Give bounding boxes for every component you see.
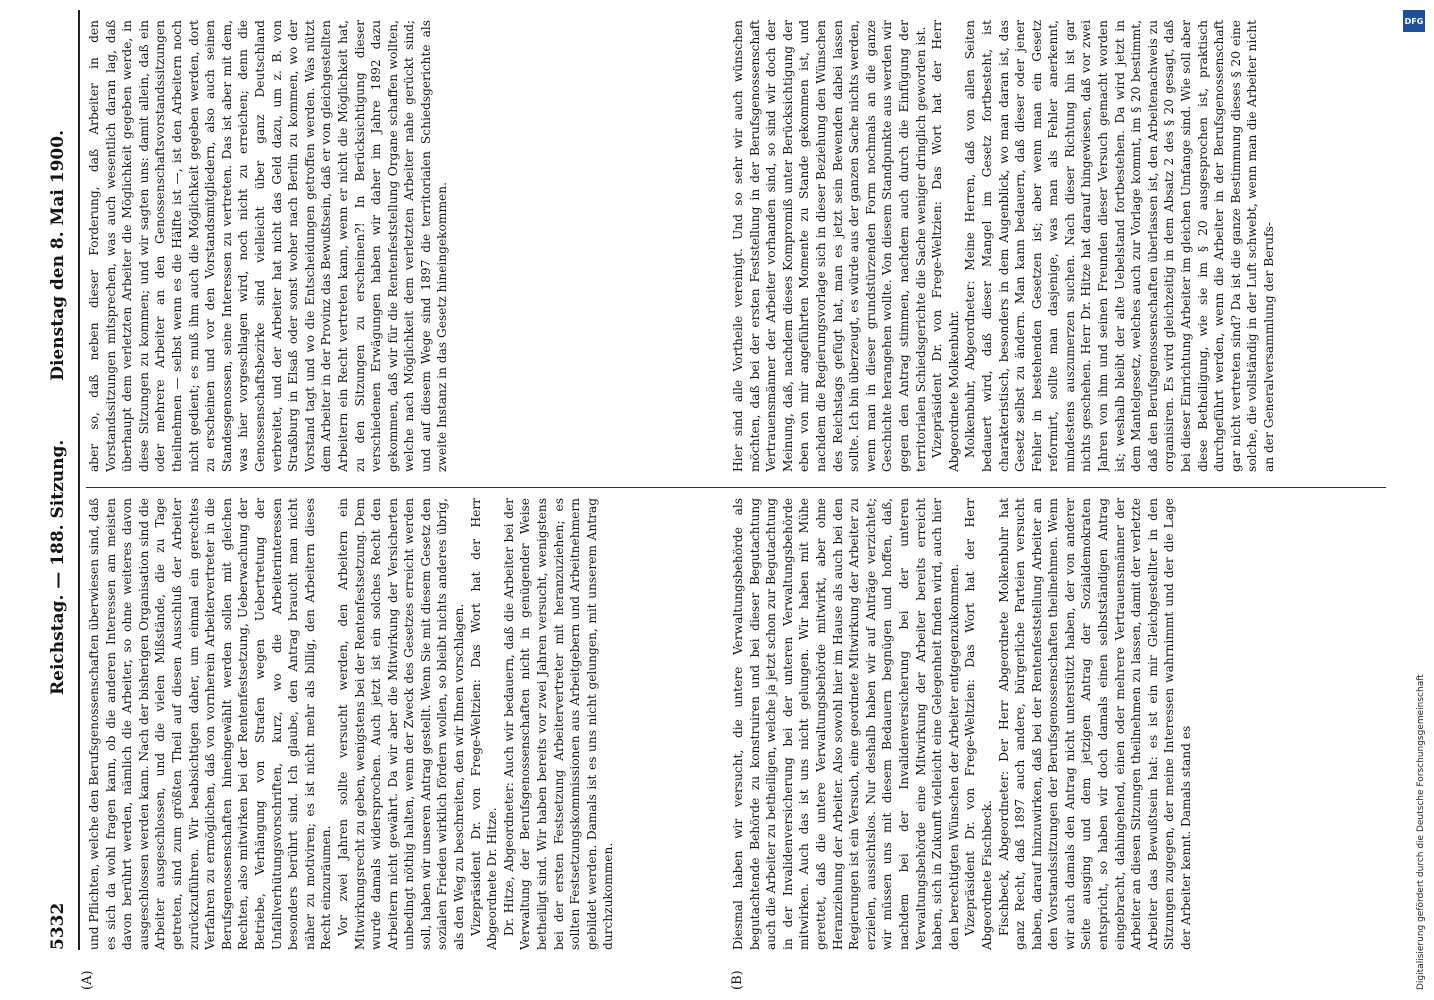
right-column-bottom — [730, 20, 1354, 472]
paragraph: Vizepräsident Dr. von Frege-Weltzien: Das Wort hat der Herr Abgeordnete Dr. Hitze. — [468, 498, 500, 950]
paragraph: Hier sind alle Vortheile vereinigt. Und so sehr wir auch wünschen möchten, daß bei der ersten Feststellung in der Berufsgenossenschaft Vertrauensmänner der Arbeiter vorhanden sind, so sind wir doch der Meinung, daß, nachdem dieses Kompromiß unter Berücksichtigung der eben von mir angeführten Momente zu Stande gekommen ist, und nachdem die Regierungsvorlage sich in dieser Beziehung den Wünschen des Reichstags gefügt hat, man es jetzt sein Bewenden dabei lassen sollte. Ich bin überzeugt, es würde aus der ganzen Sache nichts werden, wenn man in dieser grundstürzenden Form nochmals an die ganze Geschichte herangehen wollte. Von diesem Standpunkte aus werden wir gegen den Antrag stimmen, nachdem auch durch die Einfügung der territorialen Schiedsgerichte die Sache weniger dringlich geworden ist. — [731, 20, 928, 472]
dfg-logo: DFG — [1403, 10, 1425, 32]
header-rule — [78, 10, 80, 950]
paragraph: aber so, daß neben dieser Forderung, daß Arbeiter in den Vorstandssitzungen mitsprechen, was auch wesentlich daran lag, daß überhaupt dem verletzten Arbeiter die Möglichkeit gegeben werde, in diese Sitzungen zu kommen; und wir sagten uns: damit allein, daß ein oder mehrere Arbeiter an den Genossenschaftsvorstandssitzungen theilnehmen — selbst wenn es die Hälfte ist —, ist den Arbeitern noch nicht gedient; es muß ihm auch die Möglichkeit gegeben werden, dort zu erscheinen und vor den Vorstandsmitgliedern, also auch seinen Standesgenossen, seine Interessen zu vertreten. Das ist aber mit dem, was hier vorgeschlagen wird, noch nicht zu erreichen; denn die Genossenschaftsbezirke sind vielleicht über ganz Deutschland verbreitet, und der Arbeiter hat nicht das Geld dazu, um z. B. von Straßburg in Elsaß oder sonst woher nach Berlin zu kommen, wo der Vorstand tagt und wo die Entscheidungen getroffen werden. Was nützt dem Arbeiter in der Provinz das Bewußtsein, daß er von gleichgestellten Arbeitern ein Recht vertreten kann, wenn er nicht die Möglichkeit hat, zu den Sitzungen zu erscheinen?! In Berücksichtigung dieser verschiedenen Erwägungen haben wir daher im Jahre 1892 dazu gekommen, daß wir für die Rentenfeststellung Organe schaffen wollten, welche nach Möglichkeit dem verletzten Arbeiter nahe gerückt sind; und auf diesem Wege sind 1897 die territorialen Schiedsgerichte als zweite Instanz in das Gesetz hineingekommen. — [87, 20, 450, 472]
session-title: Reichstag. — 188. Sitzung. — [48, 439, 68, 695]
digitization-watermark — [1398, 10, 1428, 990]
left-column-top — [86, 498, 710, 950]
page-header — [42, 10, 74, 950]
paragraph: Fischbeck, Abgeordneter: Der Herr Abgeordnete Molkenbuhr hat ganz Recht, daß 1897 auch andere, bürgerliche Parteien versucht haben, darauf hinzuwirken, daß bei der Rentenfeststellung Arbeiter an den Vorstandssitzungen der Berufsgenossenschaften theilnehmen. Wenn wir auch damals den Antrag nicht unterstützt haben, der von anderer Seite ausging und dem jetzigen Antrag der Sozialdemokraten entspricht, so haben wir doch damals einen selbstständigen Antrag eingebracht, dahingehend, einen oder mehrere Vertrauensmänner der Arbeiter an diesen Sitzungen theilnehmen zu lassen, damit der verletzte Arbeiter das Bewußtsein hat: es ist ein mir Gleichgestellter in den Sitzungen zugegen, der meine Interessen wahrnimmt und der die Lage der Arbeiter kennt. Damals stand es — [996, 498, 1194, 950]
column-separator — [86, 487, 1386, 488]
rotated-document-page — [40, 0, 1414, 990]
page-number: 5332 — [48, 902, 68, 950]
session-date: Dienstag den 8. Mai 1900. — [48, 130, 68, 381]
paragraph: Vor zwei Jahren sollte versucht werden, den Arbeitern ein Mitwirkungsrecht zu geben, wenigstens bei der Rentenfestsetzung. Dem wurde damals widersprochen. Auch jetzt ist ein solches Recht den Arbeitern nicht gewährt. Da wir aber die Mitwirkung der Versicherten unbedingt nöthig halten, wenn der Zweck des Gesetzes erreicht werden soll, haben wir unseren Antrag gestellt. Wenn Sie mit diesem Gesetz den sozialen Frieden wirklich fördern wollen, so bleibt nichts anderes übrig, als den Weg zu beschreiten, den wir Ihnen vorschlagen. — [335, 498, 467, 950]
left-column-bottom — [730, 498, 1354, 950]
paragraph: Vizepräsident Dr. von Frege-Weltzien: Das Wort hat der Herr Abgeordnete Fischbeck. — [963, 498, 994, 950]
paragraph: und Pflichten, welche den Berufsgenossenschaften überwiesen sind, daß es sich da wohl fragen kann, ob die anderen Interessen am meisten davon berührt werden, nämlich die Arbeiter, so ohne weiteres davon ausgeschlossen werden kann. Nach der bisherigen Organisation sind die Arbeiter ausgeschlossen, und die vielen Mißstände, die zu Tage getreten, sind zum größten Theil auf diesen Ausschluß der Arbeiter zurückzuführen. Wir beabsichtigen daher, um einmal ein gerechtes Verfahren zu ermöglichen, daß von vornherein Arbeitervertreter in die Berufsgenossenschaften hineingewählt werden sollen mit gleichen Rechten, also mitwirken bei der Rentenfestsetzung, Ueberwachung der Betriebe, Verhängung von Strafen wegen Uebertretung der Unfallverhütungsvorschriften, kurz, wo die Arbeiterinteressen besonders berührt sind. Ich glaube, den Antrag braucht man nicht näher zu motiviren; es ist nicht mehr als billig, den Arbeitern dieses Recht einzuräumen. — [87, 498, 334, 950]
margin-marker-a: (A) — [80, 970, 95, 990]
paragraph: Molkenbuhr, Abgeordneter: Meine Herren, daß von allen Seiten bedauert wird, daß dieser Mangel im Gesetz fortbesteht, ist charakteristisch, besonders in dem Augenblick, wo man daran ist, das Gesetz selbst zu ändern. Man kann bedauern, daß dieser oder jener Fehler in bestehenden Gesetzen ist; aber wenn man ein Gesetz reformirt, sollte man dasjenige, was man als Fehler anerkennt, mindestens auszumerzen suchen. Nach dieser Richtung hin ist gar nichts geschehen. Herr Dr. Hitze hat darauf hingewiesen, daß vor zwei Jahren von ihm und seinen Freunden dieser Versuch gemacht worden ist; weshalb bleibt der alte Uebelstand fortbestehen. Da wird jetzt in dem Mantelgesetz, welches auch zur Vorlage kommt, im § 20 bestimmt, daß den Berufsgenossenschaften überlassen ist, den Arbeitenachweis zu organisiren. Es wird gleichzeitig in dem Absatz 2 des § 20 gesagt, daß bei dieser Einrichtung Arbeiter im gleichen Umfange sind. Wie soll aber diese Betheiligung, wie sie im § 20 ausgesprochen ist, praktisch durchgeführt werden, wenn die Arbeiter in der Berufsgenossenschaft gar nicht vertreten sind? Da ist die ganze Bestimmung dieses § 20 eine solche, die vollständig in der Luft schwebt, wenn man die Arbeiter nicht an der Generalversammlung der Berufs- — [963, 20, 1276, 472]
paragraph: Vizepräsident Dr. von Frege-Weltzien: Das Wort hat der Herr Abgeordnete Molkenbuhr. — [930, 20, 961, 472]
paragraph: Diesmal haben wir versucht, die untere Verwaltungsbehörde als begutachtende Behörde zu konstruiren und bei dieser Begutachtung auch die Arbeiter zu betheiligen, welche ja jetzt schon zur Begutachtung in der Invalidenversicherung bei der unteren Verwaltungsbehörde mitwirken. Auch das ist uns nicht gelungen. Wir haben mit Mühe gerettet, daß die untere Verwaltungsbehörde mitwirkt, aber ohne Heranziehung der Arbeiter. Also sowohl hier im Hause als auch bei den Regierungen ist ein Versuch, eine geordnete Mitwirkung der Arbeiter zu erzielen, aussichtslos. Nur deshalb haben wir auf Anträge verzichtet; wir müssen uns mit diesem Bedauern begnügen und hoffen, daß, nachdem bei der Invalidenversicherung bei der unteren Verwaltungsbehörde eine Mitwirkung der Arbeiter bereits erreicht haben, sich in Zukunft vielleicht eine Gelegenheit finden wird, auch hier den berechtigten Wünschen der Arbeiter entgegenzukommen. — [731, 498, 961, 950]
paragraph: Dr. Hitze, Abgeordneter: Auch wir bedauern, daß die Arbeiter bei der Verwaltung der Berufsgenossenschaften nicht in genügender Weise betheiligt sind. Wir haben bereits vor zwei Jahren versucht, wenigstens bei der ersten Festsetzung Arbeitervertreter mit heranzuziehen; es sollten Festsetzungskommissionen aus Arbeitgebern und Arbeitnehmern gebildet werden. Damals ist es uns nicht gelungen, mit unserem Antrag durchzukommen. — [501, 498, 616, 950]
right-column-top — [86, 20, 710, 472]
watermark-text: Digitalisierung gefördert durch die Deutsche Forschungsgemeinschaft — [1416, 674, 1426, 990]
margin-marker-b: (B) — [730, 970, 745, 990]
